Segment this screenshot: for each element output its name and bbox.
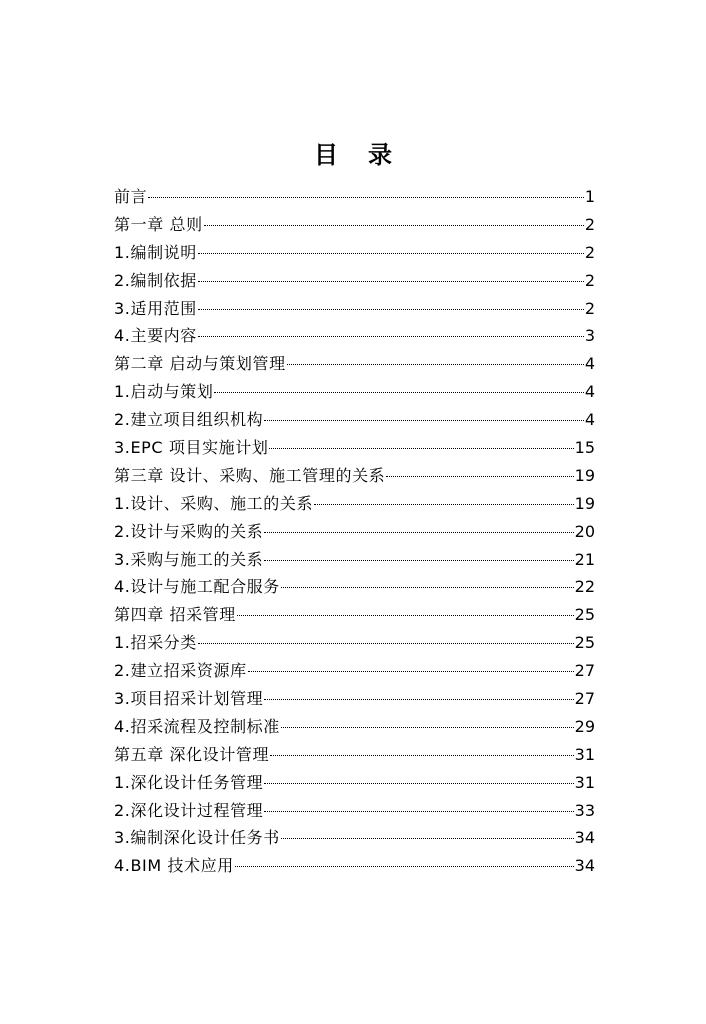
toc-dot-leader bbox=[269, 448, 573, 449]
toc-entry-page-number: 2 bbox=[584, 242, 595, 262]
toc-dot-leader bbox=[264, 699, 573, 700]
toc-dot-leader bbox=[148, 197, 584, 198]
toc-entry[interactable] bbox=[114, 239, 595, 267]
toc-dot-leader bbox=[235, 866, 574, 867]
toc-entry-page-number: 34 bbox=[574, 856, 595, 876]
toc-entry[interactable] bbox=[114, 769, 595, 797]
toc-entry-page-number: 25 bbox=[574, 633, 595, 653]
toc-dot-leader bbox=[248, 671, 574, 672]
toc-entry-label: 1.设计、采购、施工的关系 bbox=[114, 493, 314, 513]
toc-dot-leader bbox=[198, 309, 584, 310]
toc-entry-label: 第四章 招采管理 bbox=[114, 605, 236, 625]
toc-entry-page-number: 20 bbox=[574, 521, 595, 541]
toc-entry-page-number: 2 bbox=[584, 298, 595, 318]
toc-dot-leader bbox=[314, 504, 574, 505]
toc-entry-page-number: 2 bbox=[584, 214, 595, 234]
toc-entry-label: 前言 bbox=[114, 187, 148, 206]
toc-entry-label: 3.编制深化设计任务书 bbox=[114, 828, 280, 848]
toc-dot-leader bbox=[264, 811, 573, 812]
toc-entry-label: 3.采购与施工的关系 bbox=[114, 549, 264, 569]
toc-entry-label: 第二章 启动与策划管理 bbox=[114, 354, 286, 374]
toc-entry[interactable] bbox=[114, 434, 595, 462]
toc-entry[interactable] bbox=[114, 462, 595, 490]
toc-dot-leader bbox=[281, 587, 574, 588]
toc-entry-label: 2.设计与采购的关系 bbox=[114, 521, 264, 541]
toc-entry-page-number: 27 bbox=[574, 689, 595, 709]
page-title bbox=[0, 138, 706, 172]
toc-entry-label: 第五章 深化设计管理 bbox=[114, 744, 270, 764]
toc-dot-leader bbox=[198, 253, 584, 254]
toc-entry[interactable] bbox=[114, 573, 595, 601]
toc-dot-leader bbox=[214, 392, 583, 393]
toc-entry-page-number: 34 bbox=[574, 828, 595, 848]
toc-entry-label: 4.招采流程及控制标准 bbox=[114, 716, 280, 736]
toc-entry[interactable] bbox=[114, 518, 595, 546]
toc-entry-label: 1.启动与策划 bbox=[114, 382, 214, 402]
toc-entry-label: 2.建立项目组织机构 bbox=[114, 410, 264, 430]
toc-entry-page-number: 3 bbox=[584, 326, 595, 346]
toc-dot-leader bbox=[287, 364, 584, 365]
toc-entry-label: 1.招采分类 bbox=[114, 633, 197, 653]
toc-dot-leader bbox=[386, 476, 573, 477]
toc-entry[interactable] bbox=[114, 685, 595, 713]
toc-dot-leader bbox=[237, 615, 574, 616]
toc-entry-label: 3.项目招采计划管理 bbox=[114, 689, 264, 709]
toc-entry-label: 3.适用范围 bbox=[114, 298, 197, 318]
toc-dot-leader bbox=[270, 755, 574, 756]
toc-entry[interactable] bbox=[114, 350, 595, 378]
toc-dot-leader bbox=[198, 643, 574, 644]
toc-entry-label: 4.设计与施工配合服务 bbox=[114, 577, 280, 597]
toc-entry[interactable] bbox=[114, 741, 595, 769]
toc-entry[interactable] bbox=[114, 713, 595, 741]
toc-entry-page-number: 19 bbox=[574, 493, 595, 513]
toc-entry-page-number: 19 bbox=[574, 465, 595, 485]
toc-entry-page-number: 1 bbox=[584, 187, 595, 206]
toc-entry-page-number: 2 bbox=[584, 270, 595, 290]
table-of-contents bbox=[114, 183, 595, 880]
toc-entry[interactable] bbox=[114, 824, 595, 852]
toc-entry-label: 第三章 设计、采购、施工管理的关系 bbox=[114, 465, 386, 485]
toc-entry[interactable] bbox=[114, 629, 595, 657]
toc-entry[interactable] bbox=[114, 267, 595, 295]
toc-entry[interactable] bbox=[114, 183, 595, 211]
toc-dot-leader bbox=[264, 532, 573, 533]
toc-entry-page-number: 21 bbox=[574, 549, 595, 569]
toc-dot-leader bbox=[281, 838, 574, 839]
toc-entry-page-number: 27 bbox=[574, 661, 595, 681]
toc-entry[interactable] bbox=[114, 378, 595, 406]
toc-entry-page-number: 33 bbox=[574, 800, 595, 820]
toc-entry[interactable] bbox=[114, 546, 595, 574]
toc-dot-leader bbox=[204, 225, 584, 226]
toc-entry-page-number: 22 bbox=[574, 577, 595, 597]
toc-entry-label: 4.主要内容 bbox=[114, 326, 197, 346]
toc-dot-leader bbox=[198, 336, 584, 337]
toc-dot-leader bbox=[198, 281, 584, 282]
toc-dot-leader bbox=[264, 560, 573, 561]
toc-dot-leader bbox=[264, 783, 573, 784]
toc-dot-leader bbox=[264, 420, 584, 421]
toc-entry[interactable] bbox=[114, 657, 595, 685]
toc-entry-page-number: 4 bbox=[584, 410, 595, 430]
toc-entry[interactable] bbox=[114, 211, 595, 239]
toc-entry[interactable] bbox=[114, 295, 595, 323]
toc-dot-leader bbox=[281, 727, 574, 728]
toc-entry[interactable] bbox=[114, 852, 595, 880]
toc-entry-page-number: 15 bbox=[574, 438, 595, 458]
toc-entry-label: 4.BIM 技术应用 bbox=[114, 856, 234, 876]
toc-entry-page-number: 31 bbox=[574, 744, 595, 764]
toc-entry[interactable] bbox=[114, 797, 595, 825]
toc-entry-page-number: 25 bbox=[574, 605, 595, 625]
toc-entry-page-number: 29 bbox=[574, 716, 595, 736]
toc-entry-label: 2.编制依据 bbox=[114, 270, 197, 290]
toc-entry-label: 第一章 总则 bbox=[114, 214, 203, 234]
toc-entry[interactable] bbox=[114, 490, 595, 518]
toc-entry-label: 3.EPC 项目实施计划 bbox=[114, 438, 269, 458]
toc-entry-page-number: 4 bbox=[584, 354, 595, 374]
toc-entry-page-number: 31 bbox=[574, 772, 595, 792]
toc-entry-label: 1.深化设计任务管理 bbox=[114, 772, 264, 792]
toc-entry[interactable] bbox=[114, 601, 595, 629]
toc-entry[interactable] bbox=[114, 322, 595, 350]
toc-entry[interactable] bbox=[114, 406, 595, 434]
toc-entry-label: 2.深化设计过程管理 bbox=[114, 800, 264, 820]
toc-entry-page-number: 4 bbox=[584, 382, 595, 402]
toc-entry-label: 2.建立招采资源库 bbox=[114, 661, 247, 681]
page-title-part1: 目 bbox=[314, 141, 338, 169]
toc-entry-label: 1.编制说明 bbox=[114, 242, 197, 262]
page-title-part2: 录 bbox=[368, 141, 392, 169]
